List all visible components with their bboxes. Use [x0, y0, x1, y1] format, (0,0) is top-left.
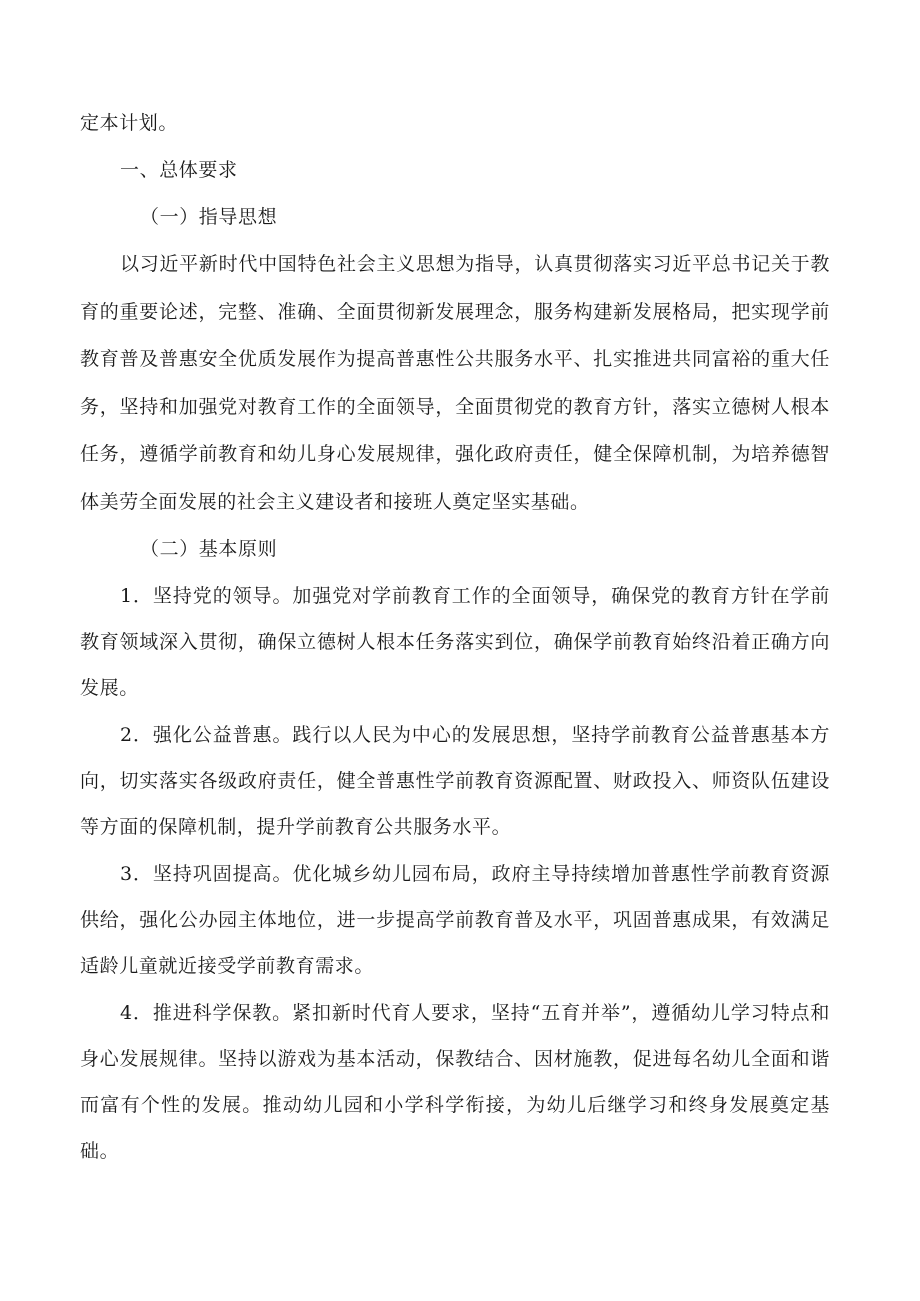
- principle-item-1: 1．坚持党的领导。加强党对学前教育工作的全面领导，确保党的教育方针在学前教育领域深入贯彻，确保立德树人根本任务落实到位，确保学前教育始终沿着正确方向发展。: [80, 585, 830, 699]
- principle-item-4: 4．推进科学保教。紧扣新时代育人要求，坚持“五育并举”，遵循幼儿学习特点和身心发展规律。坚持以游戏为基本活动，保教结合、因材施教，促进每名幼儿全面和谐而富有个性的发展。推动幼儿园和小学科学衔接，为幼儿后继学习和终身发展奠定基础。: [80, 1002, 830, 1162]
- principle-item-2: 2．强化公益普惠。践行以人民为中心的发展思想，坚持学前教育公益普惠基本方向，切实落实各级政府责任，健全普惠性学前教育资源配置、财政投入、师资队伍建设等方面的保障机制，提升学前教育公共服务水平。: [80, 724, 830, 838]
- guiding-ideology-paragraph: 以习近平新时代中国特色社会主义思想为指导，认真贯彻落实习近平总书记关于教育的重要论述，完整、准确、全面贯彻新发展理念，服务构建新发展格局，把实现学前教育普及普惠安全优质发展作为提高普惠性公共服务水平、扎实推进共同富裕的重大任务，坚持和加强党对教育工作的全面领导，全面贯彻党的教育方针，落实立德树人根本任务，遵循学前教育和幼儿身心发展规律，强化政府责任，健全保障机制，为培养德智体美劳全面发展的社会主义建设者和接班人奠定坚实基础。: [80, 253, 830, 513]
- principle-item-3: 3．坚持巩固提高。优化城乡幼儿园布局，政府主导持续增加普惠性学前教育资源供给，强化公办园主体地位，进一步提高学前教育普及水平，巩固普惠成果，有效满足适龄儿童就近接受学前教育需求。: [80, 863, 830, 977]
- intro-tail-text: 定本计划。: [80, 112, 179, 134]
- section-heading-general-requirements: 一、总体要求: [120, 159, 238, 181]
- subsection-heading-guiding-ideology: （一）指导思想: [140, 206, 278, 228]
- subsection-heading-basic-principles: （二）基本原则: [140, 538, 278, 560]
